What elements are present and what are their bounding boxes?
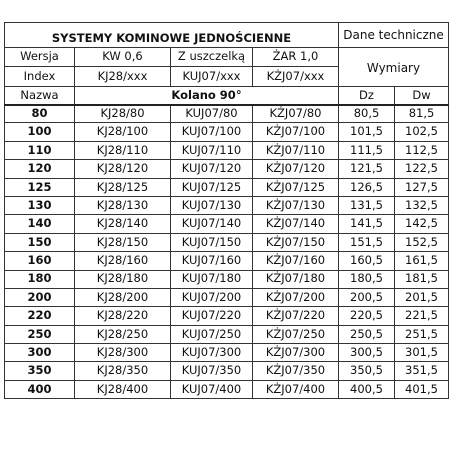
table-row (5, 233, 449, 251)
kzj-code-cell: KŻJ07/125 (253, 178, 339, 196)
kzj-code-cell: KŻJ07/80 (253, 105, 339, 123)
size-cell: 220 (5, 307, 75, 325)
dw-cell: 221,5 (395, 307, 449, 325)
dw-cell: 81,5 (395, 105, 449, 123)
kuj-code-cell: KUJ07/120 (171, 160, 253, 178)
kuj-code-cell: KUJ07/180 (171, 270, 253, 288)
dw-cell: 112,5 (395, 141, 449, 159)
index-label: Index (5, 67, 75, 87)
kzj-code-cell: KŻJ07/140 (253, 215, 339, 233)
kzj-code-cell: KŻJ07/180 (253, 270, 339, 288)
kzj-code-cell: KŻJ07/150 (253, 233, 339, 251)
table-row (5, 105, 449, 123)
kj-code-cell: KJ28/200 (75, 288, 171, 306)
dz-cell: 200,5 (339, 288, 395, 306)
dz-cell: 220,5 (339, 307, 395, 325)
index-kzj: KŻJ07/xxx (253, 67, 339, 87)
kj-code-cell: KJ28/110 (75, 141, 171, 159)
kj-code-cell: KJ28/350 (75, 362, 171, 380)
dz-cell: 141,5 (339, 215, 395, 233)
size-cell: 80 (5, 105, 75, 123)
dw-cell: 181,5 (395, 270, 449, 288)
kuj-code-cell: KUJ07/130 (171, 196, 253, 214)
kj-code-cell: KJ28/140 (75, 215, 171, 233)
size-cell: 160 (5, 252, 75, 270)
size-cell: 350 (5, 362, 75, 380)
kuj-code-cell: KUJ07/160 (171, 252, 253, 270)
kj-code-cell: KJ28/150 (75, 233, 171, 251)
table-row (5, 141, 449, 159)
kj-code-cell: KJ28/120 (75, 160, 171, 178)
kuj-code-cell: KUJ07/220 (171, 307, 253, 325)
kj-code-cell: KJ28/80 (75, 105, 171, 123)
product-name: Kolano 90° (75, 87, 339, 105)
wersja-kzj: ŻAR 1,0 (253, 48, 339, 67)
dw-cell: 132,5 (395, 196, 449, 214)
kuj-code-cell: KUJ07/125 (171, 178, 253, 196)
table-row (5, 344, 449, 362)
dw-cell: 152,5 (395, 233, 449, 251)
dw-cell: 201,5 (395, 288, 449, 306)
table-row (5, 362, 449, 380)
dw-header: Dw (395, 87, 449, 105)
size-cell: 125 (5, 178, 75, 196)
wersja-kuj: Z uszczelką (171, 48, 253, 67)
kzj-code-cell: KŻJ07/400 (253, 380, 339, 398)
table-row (5, 160, 449, 178)
kj-code-cell: KJ28/400 (75, 380, 171, 398)
dw-cell: 251,5 (395, 325, 449, 343)
dw-cell: 142,5 (395, 215, 449, 233)
kuj-code-cell: KUJ07/200 (171, 288, 253, 306)
dz-cell: 111,5 (339, 141, 395, 159)
index-kw: KJ28/xxx (75, 67, 171, 87)
kuj-code-cell: KUJ07/300 (171, 344, 253, 362)
kj-code-cell: KJ28/160 (75, 252, 171, 270)
kzj-code-cell: KŻJ07/160 (253, 252, 339, 270)
wersja-label: Wersja (5, 48, 75, 67)
dz-cell: 121,5 (339, 160, 395, 178)
kzj-code-cell: KŻJ07/130 (253, 196, 339, 214)
table-title: SYSTEMY KOMINOWE JEDNOŚCIENNE (5, 23, 339, 48)
size-cell: 130 (5, 196, 75, 214)
dz-cell: 101,5 (339, 123, 395, 141)
header-row-title (5, 23, 449, 48)
size-cell: 140 (5, 215, 75, 233)
dw-cell: 122,5 (395, 160, 449, 178)
dw-cell: 301,5 (395, 344, 449, 362)
header-row-nazwa (5, 87, 449, 105)
table-body (5, 23, 449, 399)
dw-cell: 102,5 (395, 123, 449, 141)
size-cell: 120 (5, 160, 75, 178)
kuj-code-cell: KUJ07/110 (171, 141, 253, 159)
kzj-code-cell: KŻJ07/350 (253, 362, 339, 380)
dz-cell: 151,5 (339, 233, 395, 251)
dz-cell: 180,5 (339, 270, 395, 288)
table-row (5, 215, 449, 233)
dz-cell: 400,5 (339, 380, 395, 398)
kzj-code-cell: KŻJ07/300 (253, 344, 339, 362)
dz-header: Dz (339, 87, 395, 105)
kzj-code-cell: KŻJ07/100 (253, 123, 339, 141)
dz-cell: 160,5 (339, 252, 395, 270)
table-row (5, 307, 449, 325)
table-row (5, 196, 449, 214)
kzj-code-cell: KŻJ07/250 (253, 325, 339, 343)
table-row (5, 252, 449, 270)
size-cell: 250 (5, 325, 75, 343)
table-row (5, 270, 449, 288)
kj-code-cell: KJ28/250 (75, 325, 171, 343)
kj-code-cell: KJ28/100 (75, 123, 171, 141)
table-row (5, 288, 449, 306)
dw-cell: 401,5 (395, 380, 449, 398)
nazwa-label: Nazwa (5, 87, 75, 105)
dz-cell: 300,5 (339, 344, 395, 362)
kuj-code-cell: KUJ07/80 (171, 105, 253, 123)
dw-cell: 127,5 (395, 178, 449, 196)
dz-cell: 131,5 (339, 196, 395, 214)
dz-cell: 250,5 (339, 325, 395, 343)
dw-cell: 161,5 (395, 252, 449, 270)
kj-code-cell: KJ28/300 (75, 344, 171, 362)
kuj-code-cell: KUJ07/150 (171, 233, 253, 251)
size-cell: 180 (5, 270, 75, 288)
size-cell: 100 (5, 123, 75, 141)
size-cell: 200 (5, 288, 75, 306)
size-cell: 150 (5, 233, 75, 251)
index-kuj: KUJ07/xxx (171, 67, 253, 87)
kzj-code-cell: KŻJ07/200 (253, 288, 339, 306)
kj-code-cell: KJ28/130 (75, 196, 171, 214)
size-cell: 110 (5, 141, 75, 159)
kj-code-cell: KJ28/220 (75, 307, 171, 325)
wersja-kw: KW 0,6 (75, 48, 171, 67)
kuj-code-cell: KUJ07/250 (171, 325, 253, 343)
dz-cell: 350,5 (339, 362, 395, 380)
specs-table (4, 22, 449, 399)
kuj-code-cell: KUJ07/100 (171, 123, 253, 141)
table-row (5, 123, 449, 141)
table-row (5, 325, 449, 343)
kzj-code-cell: KŻJ07/120 (253, 160, 339, 178)
kzj-code-cell: KŻJ07/220 (253, 307, 339, 325)
table-row (5, 380, 449, 398)
tech-data-label: Dane techniczne (339, 23, 449, 48)
size-cell: 400 (5, 380, 75, 398)
table-row (5, 178, 449, 196)
size-cell: 300 (5, 344, 75, 362)
kuj-code-cell: KUJ07/350 (171, 362, 253, 380)
kj-code-cell: KJ28/125 (75, 178, 171, 196)
dimensions-label: Wymiary (339, 48, 449, 87)
kuj-code-cell: KUJ07/400 (171, 380, 253, 398)
dw-cell: 351,5 (395, 362, 449, 380)
dz-cell: 80,5 (339, 105, 395, 123)
dz-cell: 126,5 (339, 178, 395, 196)
kj-code-cell: KJ28/180 (75, 270, 171, 288)
kuj-code-cell: KUJ07/140 (171, 215, 253, 233)
header-row-wersja (5, 48, 449, 67)
kzj-code-cell: KŻJ07/110 (253, 141, 339, 159)
